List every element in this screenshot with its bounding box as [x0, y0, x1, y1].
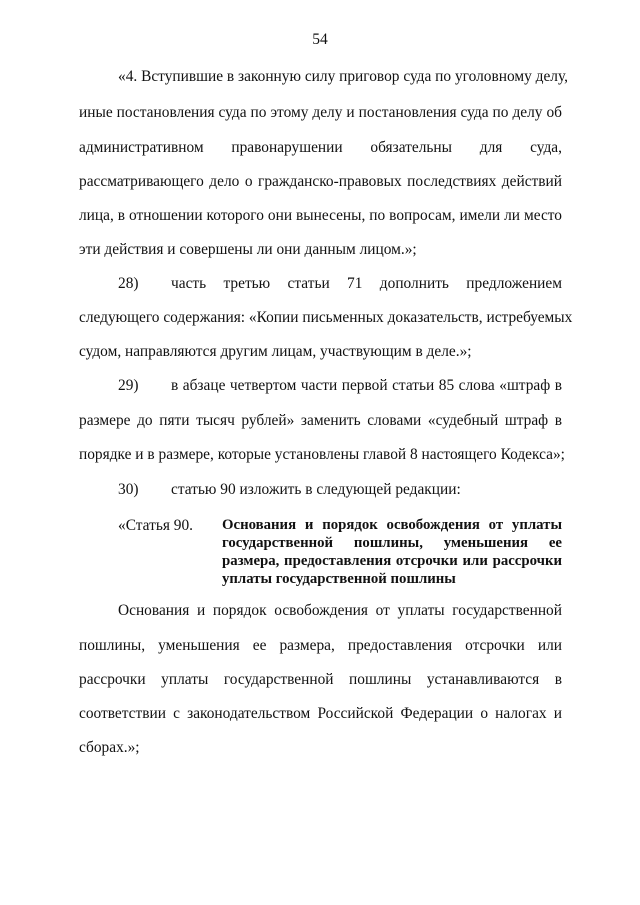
article-body-line: соответствии с законодательством Российской Федерации о налогах и	[79, 705, 562, 722]
item-28-line: судом, направляются другим лицам, участвующим в деле.»;	[79, 343, 472, 360]
item-29-line: в абзаце четвертом части первой статьи 85 слова «штраф в	[171, 377, 562, 394]
item-29-line: порядке и в размере, которые установлены главой 8 настоящего Кодекса»;	[79, 446, 565, 463]
item-28-line: следующего содержания: «Копии письменных доказательств, истребуемых	[79, 309, 573, 326]
page-number: 54	[312, 31, 328, 48]
paragraph-line: рассматривающего дело о гражданско-правовых последствиях действий	[79, 173, 562, 190]
article-label: «Статья 90.	[118, 517, 194, 534]
item-30-line: статью 90 изложить в следующей редакции:	[171, 481, 461, 498]
article-title-line: уплаты государственной пошлины	[222, 571, 456, 587]
item-number-30: 30)	[118, 481, 139, 498]
paragraph-line: административном правонарушении обязательны для суда,	[79, 139, 562, 156]
article-body-line: рассрочки уплаты государственной пошлины устанавливаются в	[79, 671, 562, 688]
paragraph-line: эти действия и совершены ли они данным лицом.»;	[79, 241, 417, 258]
item-number-29: 29)	[118, 377, 139, 394]
article-body-line: Основания и порядок освобождения от уплаты государственной	[118, 602, 562, 619]
item-28-line: часть третью статьи 71 дополнить предложением	[171, 275, 562, 292]
article-title-line: размера, предоставления отсрочки или рассрочки	[222, 553, 562, 569]
paragraph-line: лица, в отношении которого они вынесены, по вопросам, имели ли место	[79, 207, 562, 224]
article-title-line: государственной пошлины, уменьшения ее	[222, 535, 562, 551]
item-number-28: 28)	[118, 275, 139, 292]
paragraph-line: иные постановления суда по этому делу и постановления суда по делу об	[79, 104, 562, 121]
item-29-line: размере до пяти тысяч рублей» заменить словами «судебный штраф в	[79, 412, 562, 429]
paragraph-line: «4. Вступившие в законную силу приговор суда по уголовному делу,	[118, 68, 568, 85]
article-body-line: пошлины, уменьшения ее размера, предоставления отсрочки или	[79, 637, 562, 654]
article-body-line: сборах.»;	[79, 739, 140, 756]
article-title-line: Основания и порядок освобождения от уплаты	[222, 517, 562, 533]
